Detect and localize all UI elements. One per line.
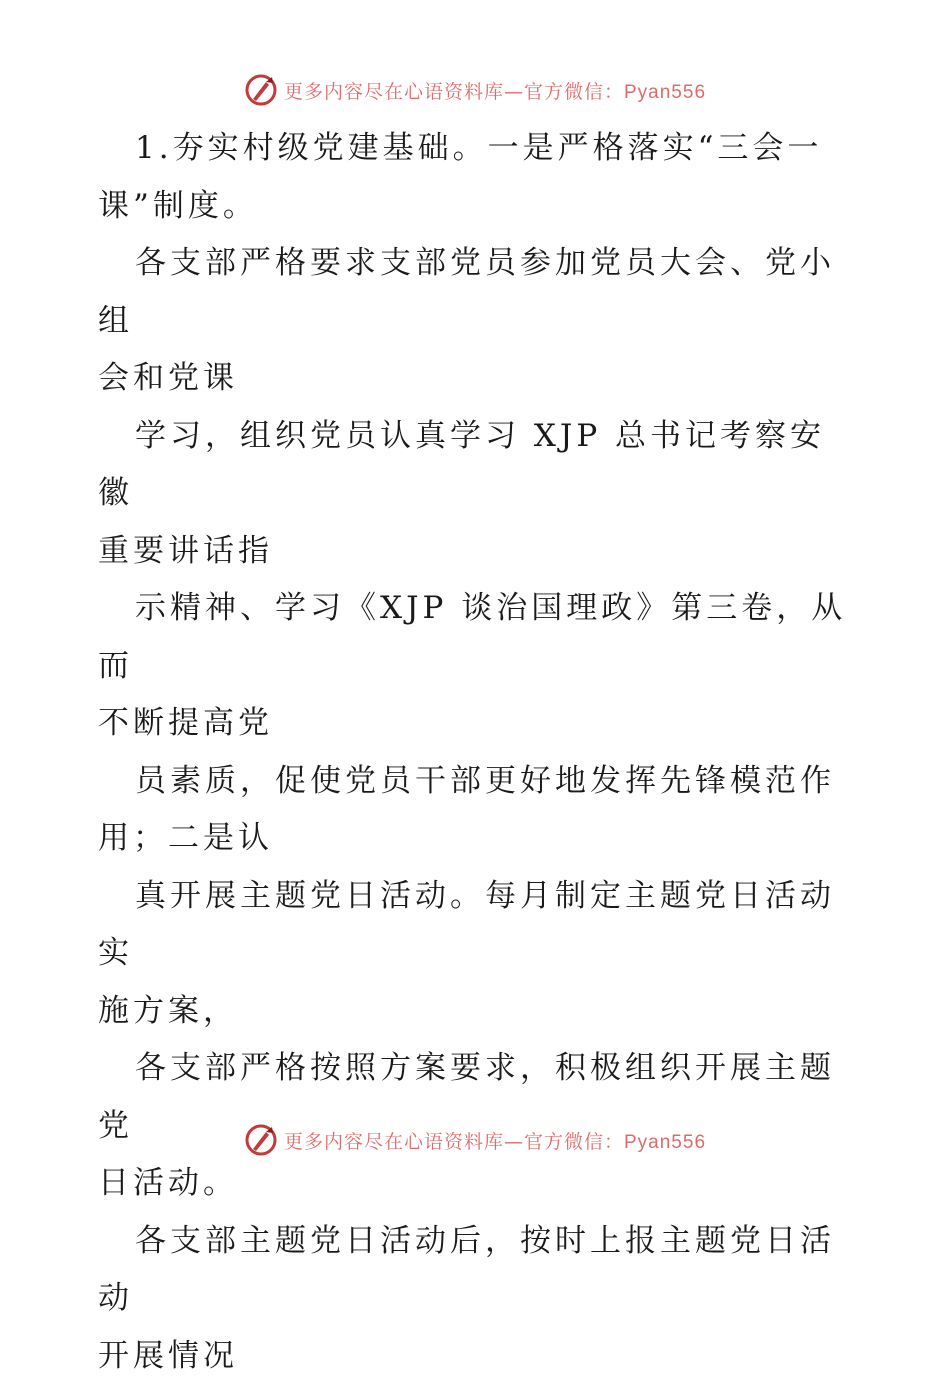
header-account: Pyan556 [624, 82, 706, 103]
header-dash: — [504, 81, 524, 103]
footer-label: 官方微信： [524, 1131, 624, 1153]
paragraph-line: 施方案， [98, 983, 858, 1041]
paragraph-line: 示精神、学习《XJP 谈治国理政》第三卷，从而 [98, 590, 846, 684]
paragraph-line: 会和党课 [98, 350, 858, 408]
paragraph [98, 120, 858, 235]
paragraph-line: 学习，组织党员认真学习 XJP 总书记考察安徽 [98, 418, 825, 512]
paragraph-line: 各支部严格要求支部党员参加党员大会、党小组 [98, 245, 835, 339]
paragraph [98, 580, 858, 753]
paragraph-line: 真开展主题党日活动。每月制定主题党日活动实 [98, 878, 835, 972]
quill-pen-icon [244, 73, 278, 107]
paragraph-line: 日活动。 [98, 1155, 858, 1213]
header-watermark [0, 70, 950, 110]
document-body [98, 120, 858, 1385]
paragraph-line: 各支部主题党日活动后，按时上报主题党日活动 [98, 1223, 835, 1317]
paragraph-line: 不断提高党 [98, 695, 858, 753]
paragraph [98, 408, 858, 581]
footer-watermark [0, 1120, 950, 1160]
footer-dash: — [504, 1131, 524, 1153]
paragraph-line: 课”制度。 [98, 178, 858, 236]
footer-watermark-text [284, 1127, 706, 1154]
quill-pen-icon [244, 1123, 278, 1157]
paragraph-line: 用；二是认 [98, 810, 858, 868]
header-label: 官方微信： [524, 81, 624, 103]
paragraph-line: 开展情况 [98, 1328, 858, 1385]
paragraph-line: 员素质，促使党员干部更好地发挥先锋模范作 [135, 763, 835, 799]
footer-account: Pyan556 [624, 1132, 706, 1153]
paragraph-line: 重要讲话指 [98, 523, 858, 581]
header-site-name: 更多内容尽在心语资料库 [284, 81, 504, 103]
footer-site-name: 更多内容尽在心语资料库 [284, 1131, 504, 1153]
paragraph [98, 868, 858, 1041]
paragraph [98, 1213, 858, 1385]
paragraph-line: 1.夯实村级党建基础。一是严格落实“三会一 [135, 130, 822, 166]
paragraph [98, 753, 858, 868]
paragraph [98, 235, 858, 408]
header-watermark-text [284, 77, 706, 104]
paragraph-line: 各支部严格按照方案要求，积极组织开展主题党 [98, 1050, 835, 1144]
